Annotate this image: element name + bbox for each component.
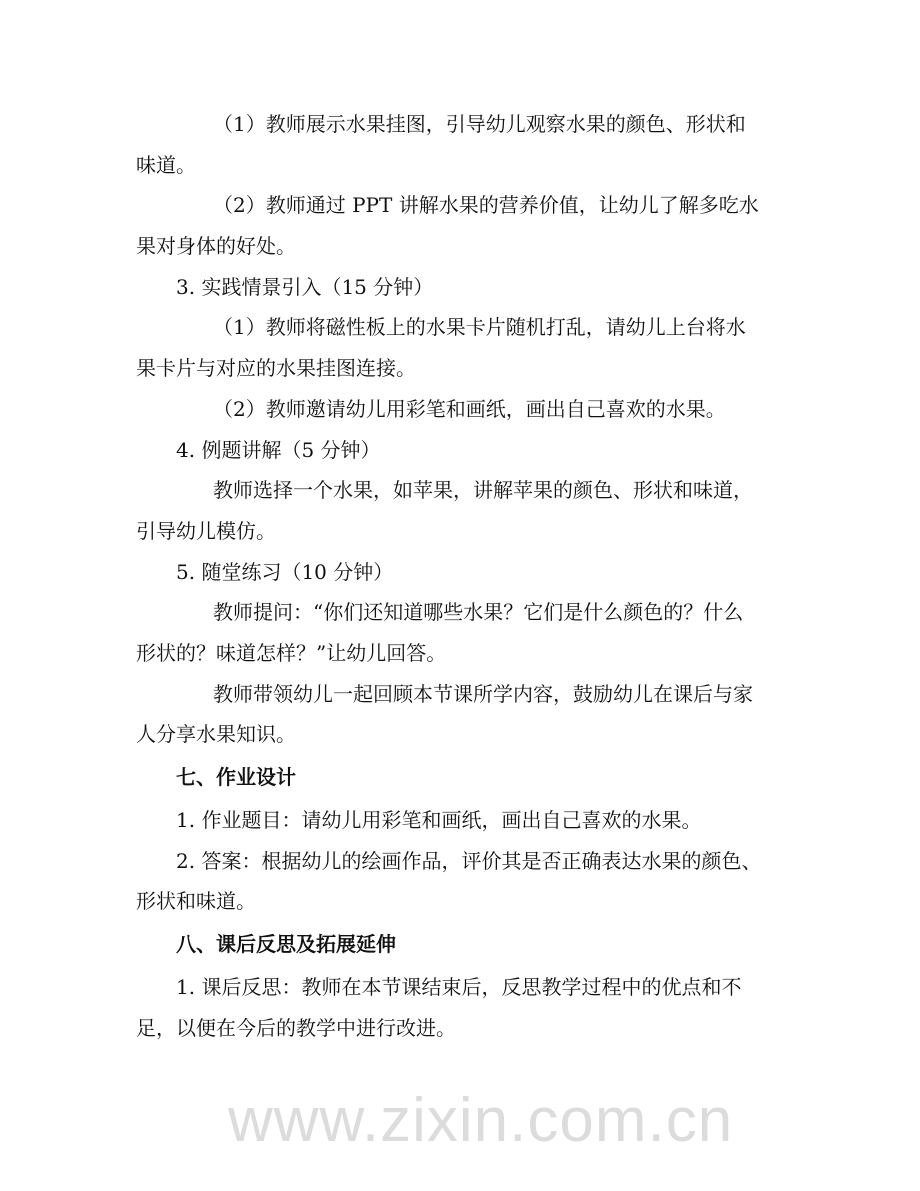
text-line: 足，以便在今后的教学中进行改进。 — [136, 1015, 456, 1040]
text-line: 教师带领幼儿一起回顾本节课所学内容，鼓励幼儿在课后与家 — [213, 681, 753, 706]
text-line: 3. 实践情景引入（15 分钟） — [176, 274, 434, 299]
text-line: 味道。 — [136, 152, 196, 177]
text-line: 5. 随堂练习（10 分钟） — [176, 559, 394, 584]
text-line: 1. 课后反思：教师在本节课结束后，反思教学过程中的优点和不 — [176, 975, 742, 1000]
text-line: 1. 作业题目：请幼儿用彩笔和画纸，画出自己喜欢的水果。 — [176, 808, 702, 832]
section-heading: 七、作业设计 — [176, 765, 296, 789]
text-line: 教师选择一个水果，如苹果，讲解苹果的颜色、形状和味道， — [213, 478, 753, 503]
text-line: （2）教师通过 PPT 讲解水果的营养价值，让幼儿了解多吃水 — [213, 193, 759, 218]
text-line: 人分享水果知识。 — [136, 722, 296, 747]
text-line: 4. 例题讲解（5 分钟） — [176, 437, 381, 462]
text-line: 形状的？味道怎样？”让幼儿回答。 — [136, 640, 447, 665]
text-line: （2）教师邀请幼儿用彩笔和画纸，画出自己喜欢的水果。 — [213, 396, 726, 421]
text-line: 引导幼儿模仿。 — [136, 518, 276, 543]
document-page — [0, 104, 920, 1048]
text-line: 教师提问：“你们还知道哪些水果？它们是什么颜色的？什么 — [213, 600, 744, 625]
text-line: 果卡片与对应的水果挂图连接。 — [136, 356, 416, 381]
watermark: www.zixin.com.cn — [228, 1086, 734, 1155]
text-line: 果对身体的好处。 — [136, 234, 296, 259]
text-line: （1）教师展示水果挂图，引导幼儿观察水果的颜色、形状和 — [213, 112, 746, 136]
text-line: 2. 答案：根据幼儿的绘画作品，评价其是否正确表达水果的颜色、 — [176, 848, 762, 873]
section-heading: 八、课后反思及拓展延伸 — [176, 932, 396, 957]
text-line: 形状和味道。 — [136, 889, 256, 914]
text-line: （1）教师将磁性板上的水果卡片随机打乱，请幼儿上台将水 — [213, 315, 746, 340]
